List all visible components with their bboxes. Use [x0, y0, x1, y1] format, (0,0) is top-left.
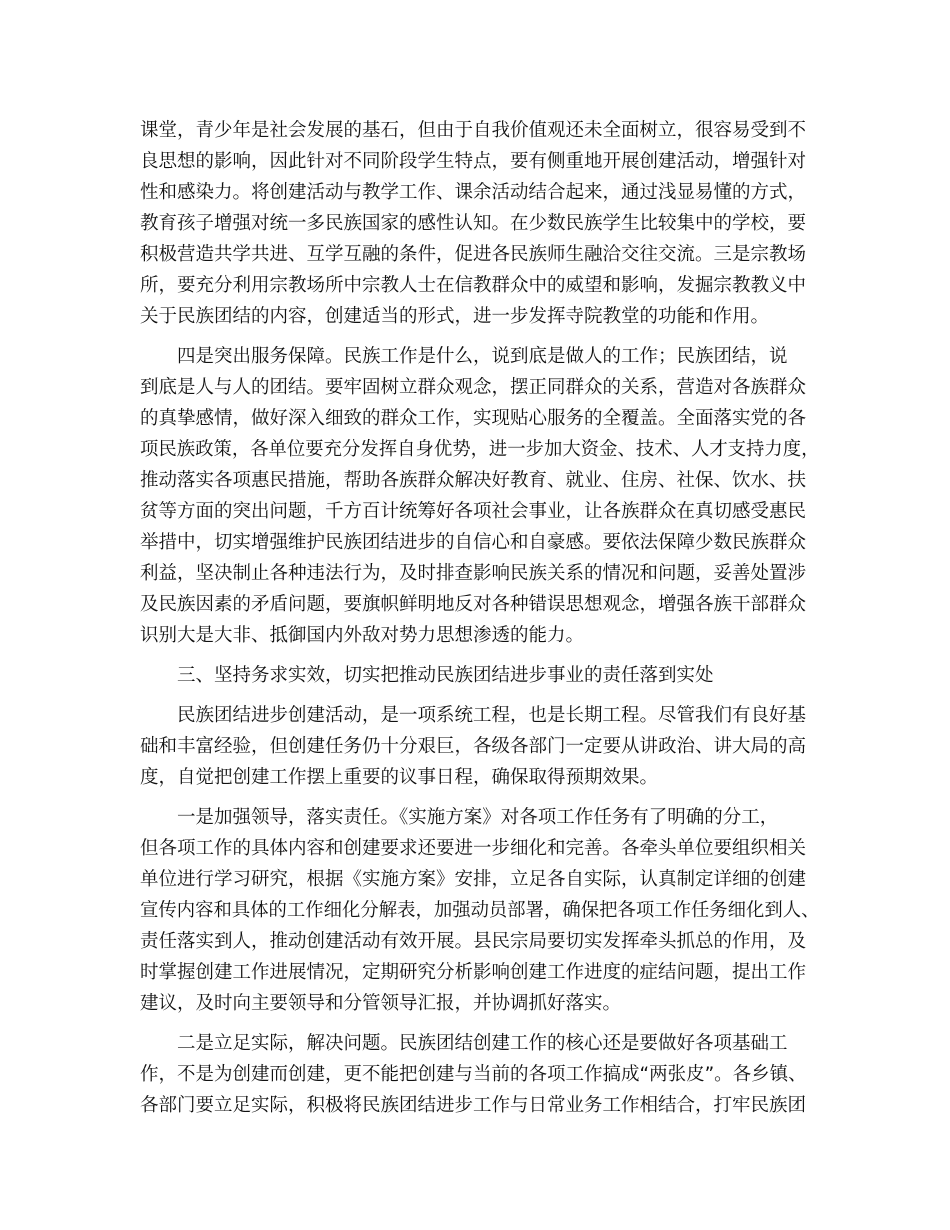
text-line: 贫等方面的突出问题，千方百计统筹好各项社会事业，让各族群众在真切感受惠民: [140, 501, 807, 522]
text-line: 推动落实各项惠民措施，帮助各族群众解决好教育、就业、住房、社保、饮水、扶: [140, 470, 807, 491]
text-line: 各部门要立足实际，积极将民族团结进步工作与日常业务工作相结合，打牢民族团: [140, 1095, 807, 1116]
text-line: 单位进行学习研究，根据《实施方案》安排，立足各自实际，认真制定详细的创建: [140, 869, 807, 890]
text-line: 到底是人与人的团结。要牢固树立群众观念，摆正同群众的关系，营造对各族群众: [140, 377, 807, 398]
text-line: 础和丰富经验，但创建任务仍十分艰巨，各级各部门一定要从讲政治、讲大局的高: [140, 736, 807, 757]
text-line: 作，不是为创建而创建，更不能把创建与当前的各项工作搞成“两张皮”。各乡镇、: [140, 1064, 807, 1085]
section-heading-line: 三、坚持务求实效，切实把推动民族团结进步事业的责任落到实处: [177, 665, 714, 686]
text-line: 但各项工作的具体内容和创建要求还要进一步细化和完善。各牵头单位要组织相关: [140, 838, 807, 859]
text-line: 宣传内容和具体的工作细化分解表，加强动员部署，确保把各项工作任务细化到人、: [140, 900, 820, 921]
text-line: 举措中，切实增强维护民族团结进步的自信心和自豪感。要依法保障少数民族群众: [140, 532, 807, 553]
text-line: 良思想的影响，因此针对不同阶段学生特点，要有侧重地开展创建活动，增强针对: [140, 151, 807, 172]
text-line: 利益，坚决制止各种违法行为，及时排查影响民族关系的情况和问题，妥善处置涉: [140, 563, 807, 584]
text-line: 建议，及时向主要领导和分管领导汇报，并协调抓好落实。: [140, 993, 622, 1014]
text-line: 的真挚感情，做好深入细致的群众工作，实现贴心服务的全覆盖。全面落实党的各: [140, 408, 807, 429]
text-line: 关于民族团结的内容，创建适当的形式，进一步发挥寺院教堂的功能和作用。: [140, 306, 770, 327]
text-line: 项民族政策，各单位要充分发挥自身优势，进一步加大资金、技术、人才支持力度，: [140, 439, 820, 460]
text-line: 度，自觉把创建工作摆上重要的议事日程，确保取得预期效果。: [140, 767, 659, 788]
text-line: 所，要充分利用宗教场所中宗教人士在信教群众中的威望和影响，发掘宗教教义中: [140, 275, 807, 296]
text-line: 一是加强领导，落实责任。《实施方案》对各项工作任务有了明确的分工，: [177, 807, 779, 828]
text-line: 时掌握创建工作进展情况，定期研究分析影响创建工作进度的症结问题，提出工作: [140, 962, 807, 983]
text-line: 及民族因素的矛盾问题，要旗帜鲜明地反对各种错误思想观念，增强各族干部群众: [140, 594, 807, 615]
text-line: 性和感染力。将创建活动与教学工作、课余活动结合起来，通过浅显易懂的方式，: [140, 182, 807, 203]
text-line: 四是突出服务保障。民族工作是什么，说到底是做人的工作；民族团结，说: [177, 346, 788, 367]
text-line: 民族团结进步创建活动，是一项系统工程，也是长期工程。尽管我们有良好基: [177, 705, 807, 726]
text-line: 责任落实到人，推动创建活动有效开展。县民宗局要切实发挥牵头抓总的作用，及: [140, 931, 807, 952]
text-line: 教育孩子增强对统一多民族国家的感性认知。在少数民族学生比较集中的学校，要: [140, 213, 807, 234]
text-line: 二是立足实际，解决问题。民族团结创建工作的核心还是要做好各项基础工: [177, 1033, 788, 1054]
text-line: 课堂，青少年是社会发展的基石，但由于自我价值观还未全面树立，很容易受到不: [140, 120, 807, 141]
text-line: 识别大是大非、抵御国内外敌对势力思想渗透的能力。: [140, 625, 585, 646]
text-line: 积极营造共学共进、互学互融的条件，促进各民族师生融洽交往交流。三是宗教场: [140, 244, 807, 265]
